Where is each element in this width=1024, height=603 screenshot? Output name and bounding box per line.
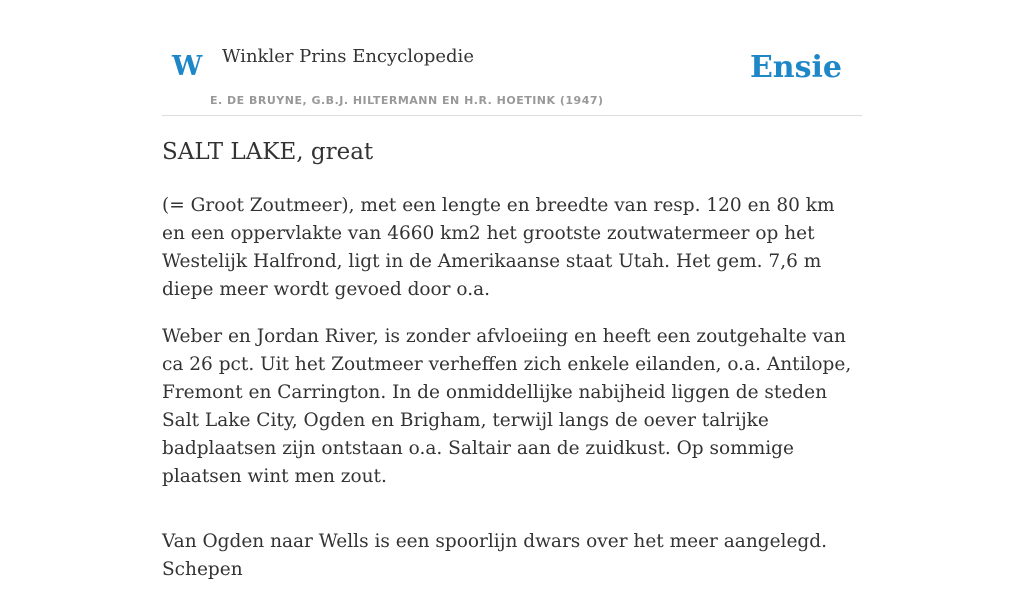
article-paragraph: (= Groot Zoutmeer), met een lengte en breedte van resp. 120 en 80 km en een oppervlakte van 4660 km2 het grootste zoutwatermeer op het Westelijk Halfrond, ligt in de Amerikaanse staat Utah. Het gem. 7,6 m diepe meer wordt gevoed door o.a. <box>162 195 835 300</box>
article-paragraph: Weber en Jordan River, is zonder afvloeiing en heeft een zoutgehalte van ca 26 pct. Uit het Zoutmeer verheffen zich enkele eilanden, o.a. Antilope, Fremont en Carrington. In de onmiddellijke nabijheid liggen de steden Salt Lake City, Ogden en Brigham, terwijl langs de oever talrijke badplaatsen zijn ontstaan o.a. Saltair aan de zuidkust. Op sommige plaatsen wint men zout. <box>162 326 852 487</box>
authors-credit: E. DE BRUYNE, G.B.J. HILTERMANN EN H.R. HOETINK (1947) <box>210 94 604 107</box>
article-paragraph: Van Ogden naar Wells is een spoorlijn dwars over het meer aangelegd. Schepen <box>162 531 827 580</box>
ensie-brand-logo[interactable]: Ensie <box>749 50 842 85</box>
site-header <box>162 40 862 116</box>
winkler-prins-logo-icon[interactable]: W <box>172 51 203 82</box>
article-body <box>162 192 862 603</box>
site-title[interactable]: Winkler Prins Encyclopedie <box>222 46 474 67</box>
article-title: SALT LAKE, great <box>162 139 374 165</box>
